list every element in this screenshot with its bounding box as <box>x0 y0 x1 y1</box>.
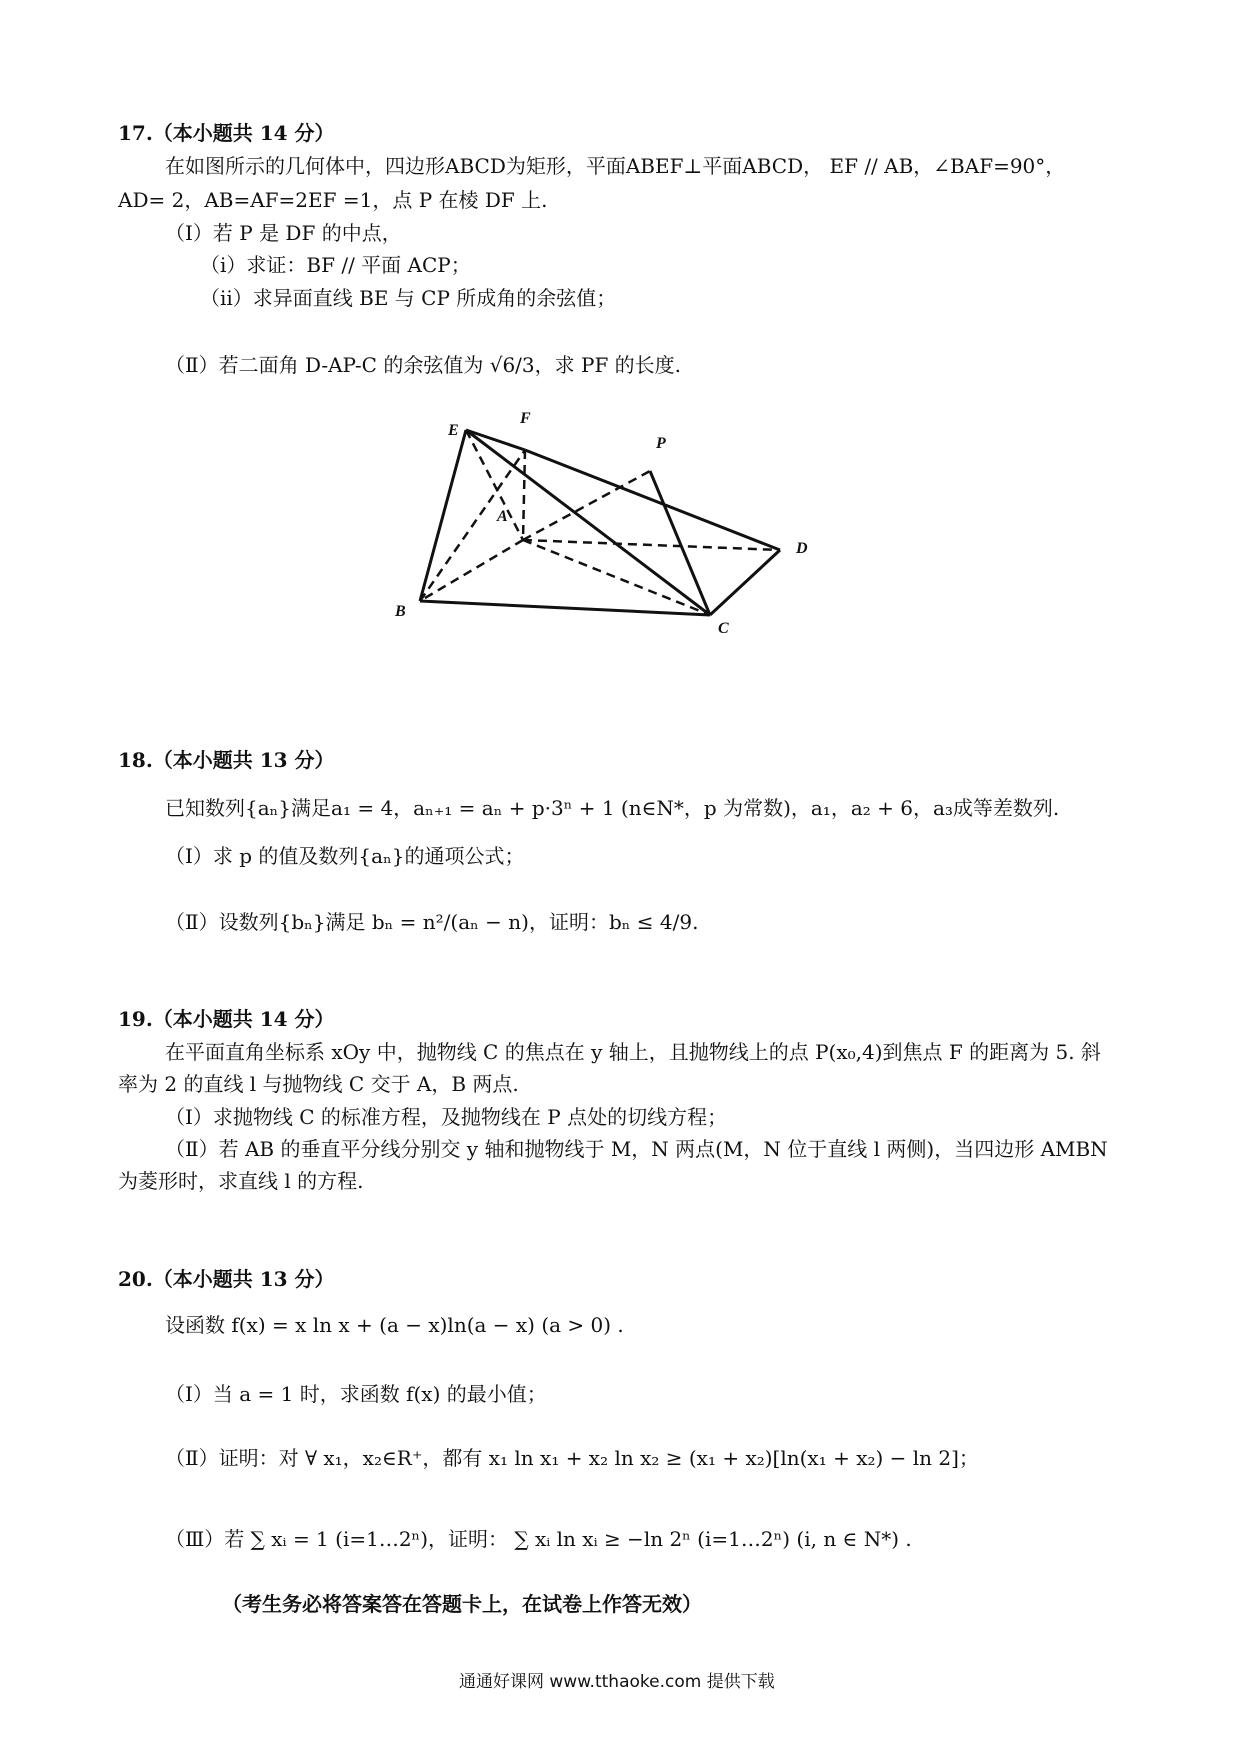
q18-part2: （Ⅱ）设数列{bₙ}满足 bₙ = n²/(aₙ − n)，证明：bₙ ≤ 4/9. <box>165 910 699 934</box>
q19-stem-line1: 在平面直角坐标系 xOy 中，抛物线 C 的焦点在 y 轴上，且抛物线上的点 P(x₀,4)到焦点 F 的距离为 5. 斜 <box>165 1040 1101 1064</box>
q19-part2-line2: 为菱形时，求直线 l 的方程. <box>118 1169 364 1193</box>
q18-stem: 已知数列{aₙ}满足a₁ = 4，aₙ₊₁ = aₙ + p·3ⁿ + 1 (n∈N*，p 为常数)，a₁，a₂ + 6，a₃成等差数列. <box>165 796 1060 820</box>
label-E: E <box>448 422 459 439</box>
q20-part2: （Ⅱ）证明：对 ∀ x₁，x₂∈R⁺，都有 x₁ ln x₁ + x₂ ln x₂ ≥ (x₁ + x₂)[ln(x₁ + x₂) − ln 2]； <box>165 1446 979 1470</box>
exam-notice: （考生务必将答案答在答题卡上，在试卷上作答无效） <box>222 1592 702 1616</box>
edge-CB <box>420 601 710 615</box>
q17-stem-line2: AD= 2，AB=AF=2EF =1，点 P 在棱 DF 上. <box>118 188 548 212</box>
edge-FA <box>523 450 525 540</box>
q17-part2: （Ⅱ）若二面角 D-AP-C 的余弦值为 √6/3，求 PF 的长度. <box>165 353 682 377</box>
edge-AD <box>523 540 780 550</box>
label-B: B <box>395 603 406 620</box>
q20-part3: （Ⅲ）若 ∑ xᵢ = 1 (i=1…2ⁿ)，证明： ∑ xᵢ ln xᵢ ≥ −ln 2ⁿ (i=1…2ⁿ) (i, n ∈ N*) . <box>165 1527 912 1551</box>
edge-AP <box>523 471 650 540</box>
label-F: F <box>520 410 531 427</box>
edge-BE <box>420 430 466 601</box>
edge-DC <box>710 550 780 615</box>
edge-FD <box>525 450 780 550</box>
q19-stem-line2: 率为 2 的直线 l 与抛物线 C 交于 A，B 两点. <box>118 1072 519 1096</box>
q17-part1: （Ⅰ）若 P 是 DF 的中点， <box>165 221 402 245</box>
q17-part1-ii: （ⅱ）求异面直线 BE 与 CP 所成角的余弦值； <box>200 286 617 310</box>
q18-heading: 18.（本小题共 13 分） <box>118 748 335 772</box>
q17-stem-line1: 在如图所示的几何体中，四边形ABCD为矩形，平面ABEF⊥平面ABCD， EF // AB，∠BAF=90°， <box>165 154 1066 178</box>
q18-part1: （Ⅰ）求 p 的值及数列{aₙ}的通项公式； <box>165 844 525 868</box>
q17-heading: 17.（本小题共 14 分） <box>118 121 335 145</box>
label-C: C <box>718 620 729 637</box>
label-P: P <box>656 435 666 452</box>
label-A: A <box>497 508 508 525</box>
edge-BF <box>420 450 525 601</box>
q20-part1: （Ⅰ）当 a = 1 时，求函数 f(x) 的最小值； <box>165 1382 547 1406</box>
q20-stem: 设函数 f(x) = x ln x + (a − x)ln(a − x) (a > 0) . <box>165 1313 624 1337</box>
q17-part1-i: （ⅰ）求证：BF // 平面 ACP； <box>200 253 471 277</box>
label-D: D <box>796 540 808 557</box>
q19-part2-line1: （Ⅱ）若 AB 的垂直平分线分别交 y 轴和抛物线于 M，N 两点(M，N 位于直线 l 两侧)，当四边形 AMBN <box>165 1137 1108 1161</box>
q19-heading: 19.（本小题共 14 分） <box>118 1007 335 1031</box>
q19-part1: （Ⅰ）求抛物线 C 的标准方程，及抛物线在 P 点处的切线方程； <box>165 1105 728 1129</box>
page-footer: 通通好课网 www.tthaoke.com 提供下载 <box>459 1672 775 1692</box>
dashed-edges <box>420 430 780 615</box>
q20-heading: 20.（本小题共 13 分） <box>118 1267 335 1291</box>
geometry-figure <box>380 410 860 685</box>
